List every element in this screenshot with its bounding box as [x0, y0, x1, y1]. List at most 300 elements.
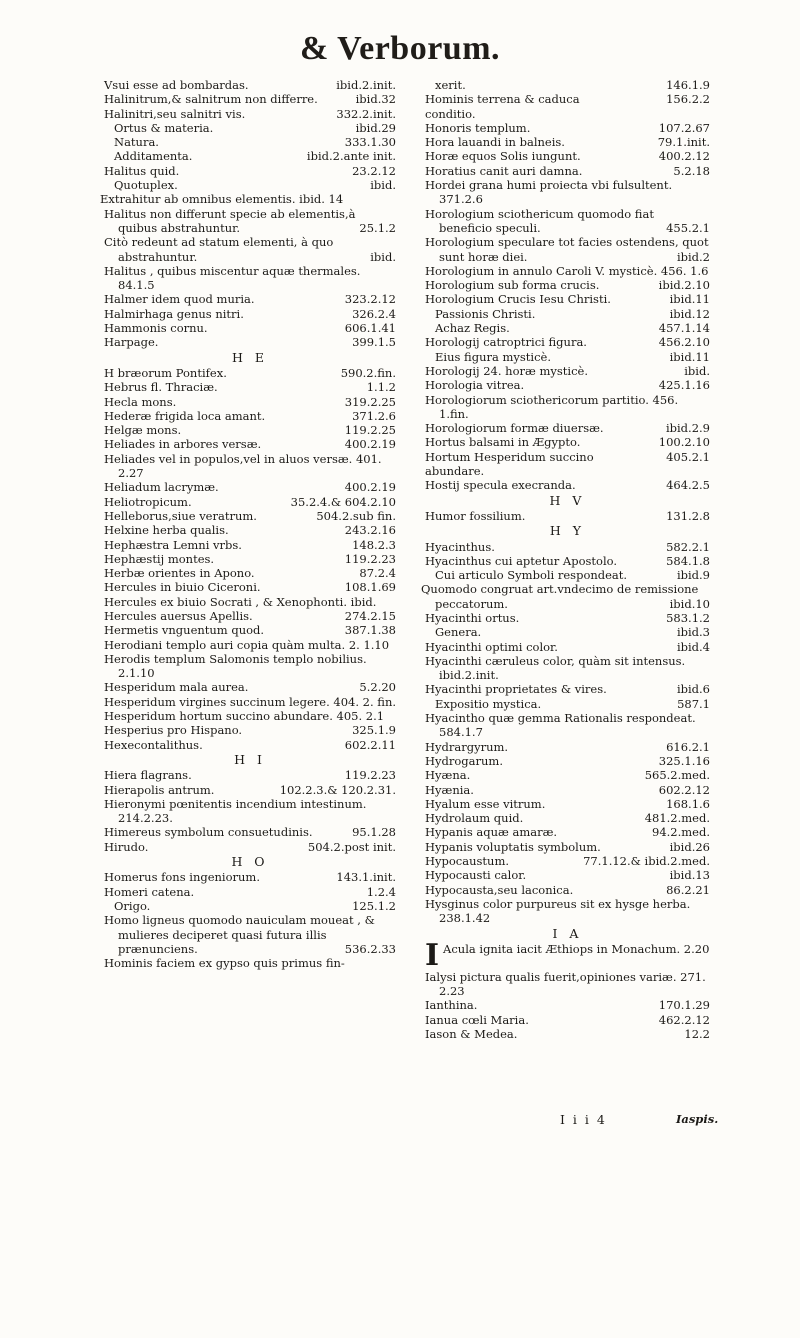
index-entry — [425, 1027, 710, 1041]
entry-text: Heliades vel in populos,vel in aluos versæ. 401. 2.27 — [104, 451, 382, 481]
entry-text: Hypanis voluptatis symbolum. — [425, 839, 601, 854]
page-reference: 5.2.18 — [673, 163, 710, 178]
entry-text: Hercules in biuio Ciceroni. — [104, 580, 261, 595]
page-reference: 325.1.16 — [658, 753, 710, 768]
page-reference: 602.2.12 — [658, 782, 710, 797]
page-reference: 583.1.2 — [666, 610, 710, 625]
page-reference: 5.2.20 — [359, 680, 396, 695]
entry-text: Hordei grana humi proiecta vbi fulsultent. 371.2.6 — [425, 178, 673, 207]
page-reference: 504.2.post init. — [307, 839, 396, 854]
index-entry — [425, 797, 710, 811]
index-entry — [425, 135, 710, 149]
page-reference: 168.1.6 — [666, 796, 710, 811]
index-entry — [425, 435, 710, 449]
page-reference: ibid. — [370, 249, 396, 264]
section-letters: H O — [231, 854, 269, 870]
index-entry — [425, 207, 710, 236]
page-reference: ibid.6 — [676, 682, 710, 697]
entry-text: Humor fossilium. — [425, 508, 526, 523]
entry-text: Acula ignita iacit Æthiops in Monachum. 2.20 — [443, 941, 710, 956]
page-reference: 23.2.12 — [352, 163, 396, 178]
entry-text: Horologium speculare tot facies ostendens, quot sunt horæ diei. — [425, 235, 709, 264]
entry-text: Herodiani templo auri copia quàm multa. 2. 1.10 — [104, 637, 390, 652]
index-entry — [104, 78, 396, 92]
page-title: & Verborum. — [299, 30, 501, 67]
entry-text: Halitus non differunt specie ab elementis,à quibus abstrahuntur. — [104, 206, 356, 235]
page-reference: 131.2.8 — [666, 508, 710, 523]
catchword: Iaspis. — [676, 1112, 719, 1126]
index-entry — [425, 1013, 710, 1027]
index-entry — [104, 92, 396, 106]
entry-text: Hermetis vnguentum quod. — [104, 623, 265, 638]
page-reference: 504.2.sub fin. — [316, 508, 396, 523]
entry-text: Hederæ frigida loca amant. — [104, 408, 266, 423]
index-entry — [425, 697, 710, 711]
entry-text: Quomodo congruat art.vndecimo de remissione peccatorum. — [421, 582, 699, 611]
index-entry — [425, 711, 710, 740]
entry-text: Hephæstra Lemni vrbs. — [104, 537, 242, 552]
index-entry — [425, 640, 710, 654]
entry-text: Cui articulo Symboli respondeat. — [435, 568, 628, 583]
entry-text: Natura. — [114, 135, 159, 150]
entry-text: Hesperius pro Hispano. — [104, 723, 243, 738]
index-entry — [425, 854, 710, 868]
entry-text: xerit. — [435, 78, 466, 92]
entry-text: Horologiorum sciothericorum partitio. 456. 1.fin. — [425, 392, 679, 421]
index-entry — [104, 452, 396, 481]
page-reference: 455.2.1 — [666, 220, 710, 235]
index-column-left — [100, 78, 397, 971]
section-letters: H Y — [549, 523, 586, 539]
index-entry — [104, 264, 396, 293]
entry-text: Hortum Hesperidum succino abundare. — [425, 449, 594, 479]
entry-text: Halinitri,seu salnitri vis. — [104, 106, 246, 121]
entry-text: Halitus quid. — [104, 163, 180, 178]
entry-text: Eius figura mysticè. — [435, 349, 551, 364]
page-reference: ibid.2.ante init. — [306, 149, 396, 164]
entry-text: Hebrus fl. Thraciæ. — [104, 380, 218, 395]
index-entry — [425, 768, 710, 782]
entry-text: Hypocausta,seu laconica. — [425, 882, 574, 897]
entry-text: Hierapolis antrum. — [104, 782, 215, 797]
entry-text: Horologia vitrea. — [425, 378, 525, 393]
page-reference: 108.1.69 — [344, 580, 396, 595]
page-reference: 399.1.5 — [352, 335, 396, 350]
page-reference: 333.1.30 — [344, 135, 396, 150]
index-entry — [104, 437, 396, 451]
section-letters: H E — [232, 349, 268, 365]
index-entry — [425, 292, 710, 306]
index-entry — [425, 307, 710, 321]
entry-text: Hominis terrena & caduca conditio. — [425, 92, 580, 121]
index-entry — [104, 595, 396, 609]
index-entry — [104, 480, 396, 494]
index-entry — [104, 899, 396, 913]
index-entry — [425, 740, 710, 754]
index-entry — [425, 164, 710, 178]
index-entry — [425, 350, 710, 364]
page-reference: ibid.9 — [676, 568, 710, 583]
index-entry — [104, 623, 396, 637]
entry-text: Honoris templum. — [425, 120, 531, 135]
entry-text: Horologij 24. horæ mysticè. — [425, 363, 588, 378]
index-entry — [425, 264, 710, 278]
entry-text: Ianthina. — [425, 998, 478, 1013]
index-entry — [104, 709, 396, 723]
page-reference: 170.1.29 — [658, 998, 710, 1013]
index-entry — [104, 409, 396, 423]
page-reference: 332.2.init. — [336, 106, 396, 121]
entry-text: Hammonis cornu. — [104, 321, 208, 336]
index-entry — [425, 121, 710, 135]
entry-text: Hercules auersus Apellis. — [104, 608, 253, 623]
entry-text: Ianua cœli Maria. — [425, 1012, 529, 1027]
page-reference: 12.2 — [684, 1027, 710, 1041]
entry-text: Additamenta. — [114, 149, 193, 164]
entry-text: Hostij specula execranda. — [425, 478, 576, 493]
index-entry — [425, 509, 710, 523]
page-reference: ibid.10 — [669, 596, 710, 611]
page-reference: 590.2.fin. — [340, 365, 396, 380]
index-entry — [104, 495, 396, 509]
page-reference: 100.2.10 — [658, 435, 710, 450]
page-reference: 456.2.10 — [658, 335, 710, 350]
index-entry — [104, 738, 396, 752]
entry-text: Hirudo. — [104, 839, 149, 854]
index-entry — [104, 235, 396, 264]
index-entry — [104, 509, 396, 523]
entry-text: Genera. — [435, 625, 482, 640]
entry-text: Horæ equos Solis iungunt. — [425, 149, 581, 164]
page-reference: ibid.4 — [676, 639, 710, 654]
index-entry — [104, 609, 396, 623]
entry-text: Hypocaustum. — [425, 854, 510, 869]
entry-text: Horologij catroptrici figura. — [425, 335, 587, 350]
page-reference: 565.2.med. — [644, 768, 710, 783]
index-entry — [425, 149, 710, 163]
index-entry — [104, 207, 396, 236]
index-entry — [104, 395, 396, 409]
section-letters: I A — [552, 925, 583, 941]
page-reference: 323.2.12 — [344, 292, 396, 307]
entry-text: Hesperidum hortum succino abundare. 405. 2.1 — [104, 709, 385, 724]
index-entry — [104, 652, 396, 681]
entry-text: Horologium Crucis Iesu Christi. — [425, 292, 611, 307]
entry-text: Helleborus,siue veratrum. — [104, 508, 257, 523]
entry-text: Halinitrum,& salnitrum non differre. — [104, 92, 318, 107]
index-entry — [425, 611, 710, 625]
entry-text: Homerus fons ingeniorum. — [104, 870, 260, 885]
entry-text: Quotuplex. — [114, 178, 178, 193]
entry-text: Passionis Christi. — [435, 306, 536, 321]
index-entry — [104, 121, 396, 135]
page-reference: 125.1.2 — [352, 898, 396, 913]
page-reference: 119.2.23 — [344, 768, 396, 783]
page-reference: 606.1.41 — [344, 321, 396, 336]
index-entry — [425, 554, 710, 568]
index-entry — [100, 192, 396, 207]
index-entry — [425, 937, 710, 973]
entry-text: Hesperidum mala aurea. — [104, 680, 249, 695]
page-reference: ibid.26 — [669, 839, 710, 854]
page-reference: ibid. — [684, 363, 710, 378]
section-letters: H I — [234, 751, 266, 767]
page-reference: 1.2.4 — [366, 884, 396, 899]
index-entry — [425, 625, 710, 639]
page-reference: 95.1.28 — [352, 825, 396, 840]
entry-text: Expositio mystica. — [435, 696, 542, 711]
entry-text: Helxine herba qualis. — [104, 523, 229, 538]
index-entry — [425, 421, 710, 435]
entry-text: Citò redeunt ad statum elementi, à quo abstrahuntur. — [104, 235, 334, 264]
entry-text: Hexecontalithus. — [104, 737, 203, 752]
page-reference: ibid.2.9 — [665, 421, 710, 436]
page-reference: 94.2.med. — [652, 825, 710, 840]
index-entry — [425, 321, 710, 335]
index-entry — [425, 378, 710, 392]
page-reference: ibid.32 — [355, 92, 396, 107]
entry-text: Hiera flagrans. — [104, 768, 192, 783]
page-reference: 536.2.33 — [344, 941, 396, 956]
entry-text: Horologiorum formæ diuersæ. — [425, 421, 604, 436]
entry-text: Hora lauandi in balneis. — [425, 135, 565, 150]
index-entry — [104, 292, 396, 306]
page-reference: 156.2.2 — [666, 92, 710, 107]
index-entry — [425, 883, 710, 897]
page-reference: ibid.11 — [669, 349, 710, 364]
page-reference: ibid.11 — [669, 292, 710, 307]
entry-text: Heliadum lacrymæ. — [104, 480, 219, 495]
index-entry — [425, 178, 710, 207]
index-entry — [104, 768, 396, 782]
index-entry — [104, 164, 396, 178]
entry-text: Halmirhaga genus nitri. — [104, 306, 244, 321]
page-reference: 102.2.3.& 120.2.31. — [279, 782, 396, 797]
index-entry — [425, 540, 710, 554]
entry-text: Heliades in arbores versæ. — [104, 437, 262, 452]
index-entry — [104, 870, 396, 884]
page-reference: 148.2.3 — [352, 537, 396, 552]
index-entry — [104, 956, 396, 970]
page-reference: 86.2.21 — [666, 882, 710, 897]
index-entry — [104, 552, 396, 566]
index-entry — [104, 913, 396, 956]
entry-text: Himereus symbolum consuetudinis. — [104, 825, 313, 840]
index-entry — [104, 366, 396, 380]
page-reference: 146.1.9 — [666, 78, 710, 92]
entry-text: Homo ligneus quomodo nauiculam moueat , & mulieres deciperet quasi futura illis prænunciens. — [104, 913, 375, 956]
page-reference: 616.2.1 — [666, 739, 710, 754]
entry-text: Hyacinthi ortus. — [425, 610, 520, 625]
index-entry — [104, 149, 396, 163]
page-reference: 274.2.15 — [344, 608, 396, 623]
entry-text: Hercules ex biuio Socrati , & Xenophonti. ibid. — [104, 594, 377, 609]
entry-text: Halmer idem quod muria. — [104, 292, 255, 307]
entry-text: Ialysi pictura qualis fuerit,opiniones variæ. 271. 2.23 — [425, 969, 706, 999]
entry-text: Extrahitur ab omnibus elementis. ibid. 14 — [100, 192, 344, 207]
entry-text: Hecla mons. — [104, 394, 177, 409]
entry-text: Hyacinthi proprietates & vires. — [425, 682, 607, 697]
index-entry — [104, 783, 396, 797]
entry-text: Origo. — [114, 898, 151, 913]
entry-text: Hortus balsami in Ægypto. — [425, 435, 581, 450]
page-reference: ibid.2 — [676, 249, 710, 264]
index-entry — [104, 695, 396, 709]
index-entry — [425, 92, 710, 121]
index-entry — [425, 998, 710, 1012]
page-reference: 79.1.init. — [657, 135, 710, 150]
entry-text: Hypocausti calor. — [425, 868, 527, 883]
entry-text: Horologium sub forma crucis. — [425, 278, 600, 293]
page-reference: ibid.12 — [669, 306, 710, 321]
entry-text: Hyacintho quæ gemma Rationalis respondeat. 584.1.7 — [425, 711, 696, 740]
index-entry — [425, 682, 710, 696]
section-letters: H V — [549, 492, 586, 508]
entry-text: Horologium sciothericum quomodo fiat beneficio speculi. — [425, 206, 654, 235]
page-reference: 371.2.6 — [352, 408, 396, 423]
entry-text: Helgæ mons. — [104, 423, 182, 438]
entry-text: Hypanis aquæ amaræ. — [425, 825, 558, 840]
page-reference: 464.2.5 — [666, 478, 710, 493]
entry-text: Hydrolaum quid. — [425, 811, 524, 826]
index-entry — [104, 307, 396, 321]
entry-text: Homeri catena. — [104, 884, 195, 899]
page-reference: 107.2.67 — [658, 120, 710, 135]
entry-text: Herbæ orientes in Apono. — [104, 566, 255, 581]
entry-text: Horologium in annulo Caroli V. mysticè. 456. 1.6 — [425, 263, 709, 278]
page-reference: 457.1.14 — [658, 321, 710, 336]
entry-text: Harpage. — [104, 335, 159, 350]
entry-text: Vsui esse ad bombardas. — [104, 78, 249, 92]
entry-text: Horatius canit auri damna. — [425, 163, 583, 178]
entry-text: Hyacinthi cæruleus color, quàm sit intensus. ibid.2.init. — [425, 653, 686, 683]
index-entry — [104, 135, 396, 149]
index-entry — [104, 423, 396, 437]
index-entry — [425, 783, 710, 797]
page-reference: 25.1.2 — [359, 220, 396, 235]
index-entry — [425, 278, 710, 292]
index-entry — [425, 840, 710, 854]
index-entry — [425, 970, 710, 999]
index-entry — [421, 582, 710, 611]
entry-text: Hyacinthus. — [425, 539, 495, 554]
index-entry — [104, 840, 396, 854]
entry-text: Hyacinthus cui aptetur Apostolo. — [425, 553, 617, 568]
index-entry — [425, 78, 710, 92]
entry-text: Hyænia. — [425, 782, 474, 797]
index-entry — [104, 538, 396, 552]
index-entry — [425, 897, 710, 926]
index-entry — [104, 723, 396, 737]
page-reference: 325.1.9 — [352, 723, 396, 738]
entry-text: Hysginus color purpureus sit ex hysge herba. 238.1.42 — [425, 896, 691, 926]
index-column-right — [421, 78, 710, 1041]
page-reference: 602.2.11 — [344, 737, 396, 752]
index-entry — [104, 380, 396, 394]
entry-text: Hydrargyrum. — [425, 739, 509, 754]
entry-text: Herodis templum Salomonis templo nobilius. 2.1.10 — [104, 651, 367, 681]
index-entry — [425, 235, 710, 264]
entry-text: Hominis faciem ex gypso quis primus fin- — [104, 956, 345, 971]
entry-text: Hieronymi pœnitentis incendium intestinum. 214.2.23. — [104, 796, 367, 826]
index-entry — [104, 580, 396, 594]
page-reference: 481.2.med. — [644, 811, 710, 826]
page-reference: 587.1 — [677, 696, 710, 711]
page-reference: 243.2.16 — [344, 523, 396, 538]
entry-text: Ortus & materia. — [114, 120, 214, 135]
entry-text: Hyalum esse vitrum. — [425, 796, 546, 811]
entry-text: Achaz Regis. — [435, 321, 510, 336]
page-reference: 119.2.23 — [344, 551, 396, 566]
page-reference: 584.1.8 — [666, 553, 710, 568]
index-entry — [425, 868, 710, 882]
index-entry — [425, 654, 710, 683]
page-reference: 400.2.19 — [344, 480, 396, 495]
index-entry — [104, 825, 396, 839]
page-reference: 425.1.16 — [658, 378, 710, 393]
page-reference: 143.1.init. — [336, 870, 396, 885]
index-entry — [425, 754, 710, 768]
page-reference: 462.2.12 — [658, 1012, 710, 1027]
index-entry — [425, 478, 710, 492]
entry-text: Hephæstij montes. — [104, 551, 215, 566]
page-reference: 400.2.12 — [658, 149, 710, 164]
page-reference: ibid.2.init. — [336, 78, 396, 92]
index-entry — [104, 107, 396, 121]
page-reference: ibid. — [370, 178, 396, 193]
entry-text: Iason & Medea. — [425, 1027, 518, 1041]
page-reference: 400.2.19 — [344, 437, 396, 452]
page-reference: 87.2.4 — [359, 566, 396, 581]
index-entry — [104, 321, 396, 335]
page-reference: 582.2.1 — [666, 539, 710, 554]
entry-text: Hesperidum virgines succinum legere. 404. 2. fin. — [104, 694, 397, 709]
index-entry — [104, 335, 396, 349]
page-reference: 119.2.25 — [344, 423, 396, 438]
page-reference: 1.1.2 — [366, 380, 396, 395]
index-entry — [104, 178, 396, 192]
page-reference: ibid.13 — [669, 868, 710, 883]
entry-text: Hydrogarum. — [425, 753, 503, 768]
page-reference: 77.1.12.& ibid.2.med. — [583, 854, 710, 869]
drop-initial: I — [425, 937, 440, 973]
entry-text: Hyæna. — [425, 768, 471, 783]
entry-text: H bræorum Pontifex. — [104, 365, 227, 380]
signature-mark: I i i 4 — [560, 1112, 607, 1127]
page-reference: ibid.29 — [355, 120, 396, 135]
index-entry — [425, 568, 710, 582]
entry-text: Hyacinthi optimi color. — [425, 639, 558, 654]
entry-text: Heliotropicum. — [104, 494, 192, 509]
page-reference: 387.1.38 — [344, 623, 396, 638]
page-reference: 35.2.4.& 604.2.10 — [290, 494, 396, 509]
page-reference: ibid.2.10 — [658, 278, 710, 293]
index-entry — [104, 797, 396, 826]
page-reference: 405.2.1 — [666, 449, 710, 464]
index-entry — [104, 638, 396, 652]
index-entry — [104, 680, 396, 694]
index-entry — [104, 523, 396, 537]
index-entry — [104, 566, 396, 580]
page-reference: 326.2.4 — [352, 306, 396, 321]
index-entry — [425, 335, 710, 349]
page-reference: 319.2.25 — [344, 394, 396, 409]
index-entry — [425, 811, 710, 825]
index-entry — [425, 450, 710, 479]
index-entry — [425, 825, 710, 839]
page-reference: ibid.3 — [676, 625, 710, 640]
index-entry — [425, 393, 710, 422]
